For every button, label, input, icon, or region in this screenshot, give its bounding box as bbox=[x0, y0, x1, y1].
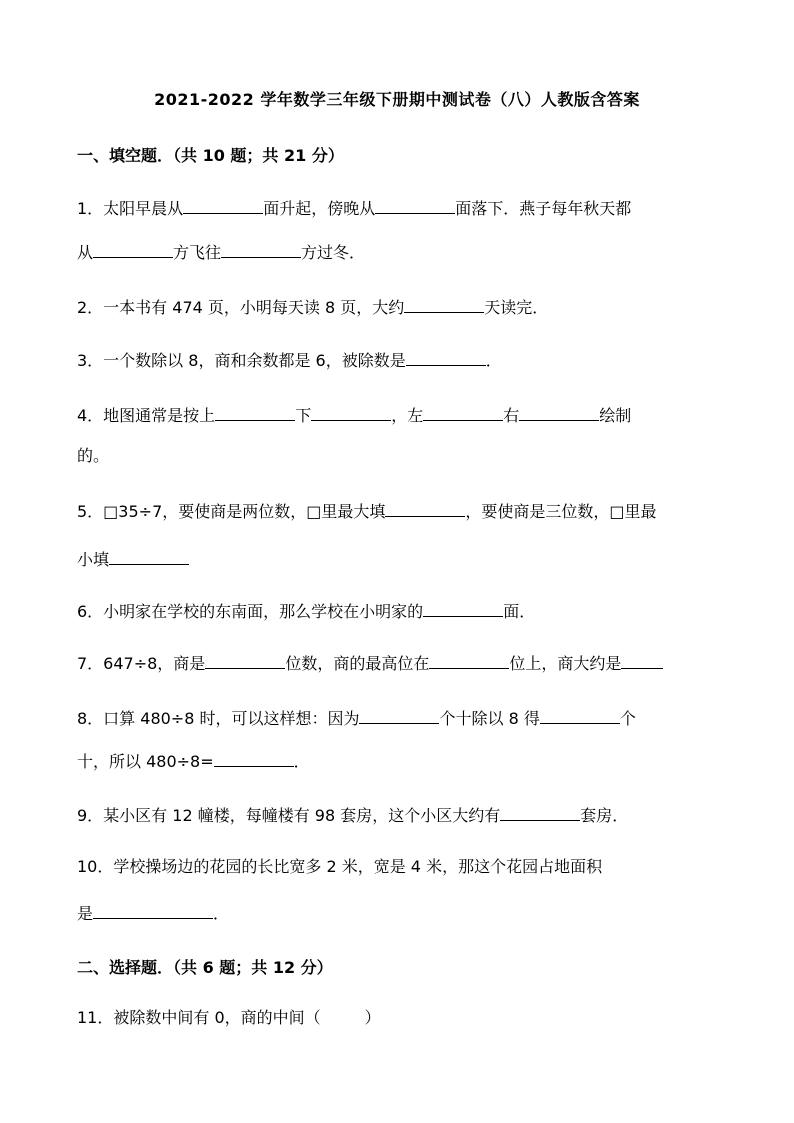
question-text: 下 bbox=[295, 406, 312, 425]
answer-blank[interactable] bbox=[93, 902, 213, 919]
question-text: 方飞往 bbox=[173, 243, 222, 262]
question-text: 面． bbox=[503, 602, 536, 621]
question-7 bbox=[77, 652, 663, 674]
question-text: 天读完． bbox=[484, 298, 549, 317]
answer-blank[interactable] bbox=[311, 404, 391, 421]
question-text: 从 bbox=[77, 243, 94, 262]
question-text: 1．太阳早晨从 bbox=[77, 199, 184, 218]
question-text: 8．口算 480÷8 时，可以这样想：因为 bbox=[77, 709, 360, 728]
section-heading-multiple-choice: 二、选择题．（共 6 题；共 12 分） bbox=[77, 958, 333, 977]
answer-blank[interactable] bbox=[500, 804, 580, 821]
answer-blank[interactable] bbox=[519, 404, 599, 421]
question-text: 方过冬． bbox=[301, 243, 366, 262]
answer-blank[interactable] bbox=[423, 600, 503, 617]
question-text: 个十除以 8 得 bbox=[439, 709, 540, 728]
question-5-line-2 bbox=[77, 548, 189, 570]
question-6 bbox=[77, 600, 535, 622]
answer-blank[interactable] bbox=[429, 652, 509, 669]
answer-blank[interactable] bbox=[359, 707, 439, 724]
question-1-line-1 bbox=[77, 197, 631, 219]
question-text: ． bbox=[293, 752, 310, 771]
question-8-line-1 bbox=[77, 707, 636, 729]
question-4-line-2 bbox=[77, 446, 109, 466]
question-text: 套房． bbox=[580, 806, 629, 825]
question-text: 4．地图通常是按上 bbox=[77, 406, 216, 425]
answer-blank[interactable] bbox=[221, 241, 301, 258]
answer-blank[interactable] bbox=[183, 197, 263, 214]
answer-blank[interactable] bbox=[404, 296, 484, 313]
question-11 bbox=[77, 1008, 381, 1028]
question-3 bbox=[77, 349, 502, 371]
question-text: 2．一本书有 474 页，小明每天读 8 页，大约 bbox=[77, 298, 405, 317]
question-text: 绘制 bbox=[599, 406, 632, 425]
question-text: 10．学校操场边的花园的长比宽多 2 米，宽是 4 米，那这个花园占地面积 bbox=[77, 857, 603, 876]
question-2 bbox=[77, 296, 548, 318]
question-text: ． bbox=[485, 351, 502, 370]
answer-blank[interactable] bbox=[621, 652, 663, 669]
answer-blank[interactable] bbox=[214, 750, 294, 767]
answer-blank[interactable] bbox=[93, 241, 173, 258]
page-title: 2021-2022 学年数学三年级下册期中测试卷（八）人教版含答案 bbox=[154, 90, 640, 109]
question-text: 6．小明家在学校的东南面，那么学校在小明家的 bbox=[77, 602, 424, 621]
question-text: 11．被除数中间有 0，商的中间（ bbox=[77, 1008, 321, 1027]
question-1-line-2 bbox=[77, 241, 365, 263]
question-text: ） bbox=[364, 1008, 381, 1027]
question-5-line-1 bbox=[77, 500, 657, 522]
question-10-line-2 bbox=[77, 902, 229, 924]
question-text: 面升起，傍晚从 bbox=[263, 199, 376, 218]
answer-blank[interactable] bbox=[375, 197, 455, 214]
question-text: 个 bbox=[619, 709, 636, 728]
question-4-line-1 bbox=[77, 404, 631, 426]
answer-blank[interactable] bbox=[423, 404, 503, 421]
question-text: 5．□35÷7，要使商是两位数，□里最大填 bbox=[77, 502, 386, 521]
section-heading-fill-blank: 一、填空题．（共 10 题；共 21 分） bbox=[77, 146, 344, 165]
question-text: 位上，商大约是 bbox=[509, 654, 622, 673]
answer-blank[interactable] bbox=[540, 707, 620, 724]
answer-blank[interactable] bbox=[205, 652, 285, 669]
answer-blank[interactable] bbox=[406, 349, 486, 366]
question-text: 小填 bbox=[77, 550, 110, 569]
answer-blank[interactable] bbox=[385, 500, 465, 517]
question-10-line-1 bbox=[77, 857, 602, 877]
question-text: 的。 bbox=[77, 446, 110, 465]
answer-blank[interactable] bbox=[215, 404, 295, 421]
question-text: 右 bbox=[503, 406, 520, 425]
question-text: 位数，商的最高位在 bbox=[285, 654, 430, 673]
question-text: ，要使商是三位数，□里最 bbox=[465, 502, 657, 521]
question-text: 3．一个数除以 8，商和余数都是 6，被除数是 bbox=[77, 351, 406, 370]
question-9 bbox=[77, 804, 628, 826]
question-text: ． bbox=[213, 904, 230, 923]
question-text: 是 bbox=[77, 904, 94, 923]
answer-blank[interactable] bbox=[109, 548, 189, 565]
question-text: ，左 bbox=[391, 406, 424, 425]
question-text: 9．某小区有 12 幢楼，每幢楼有 98 套房，这个小区大约有 bbox=[77, 806, 501, 825]
question-text: 面落下．燕子每年秋天都 bbox=[455, 199, 632, 218]
question-text: 十，所以 480÷8= bbox=[77, 752, 214, 771]
question-8-line-2 bbox=[77, 750, 310, 772]
question-text: 7．647÷8，商是 bbox=[77, 654, 206, 673]
